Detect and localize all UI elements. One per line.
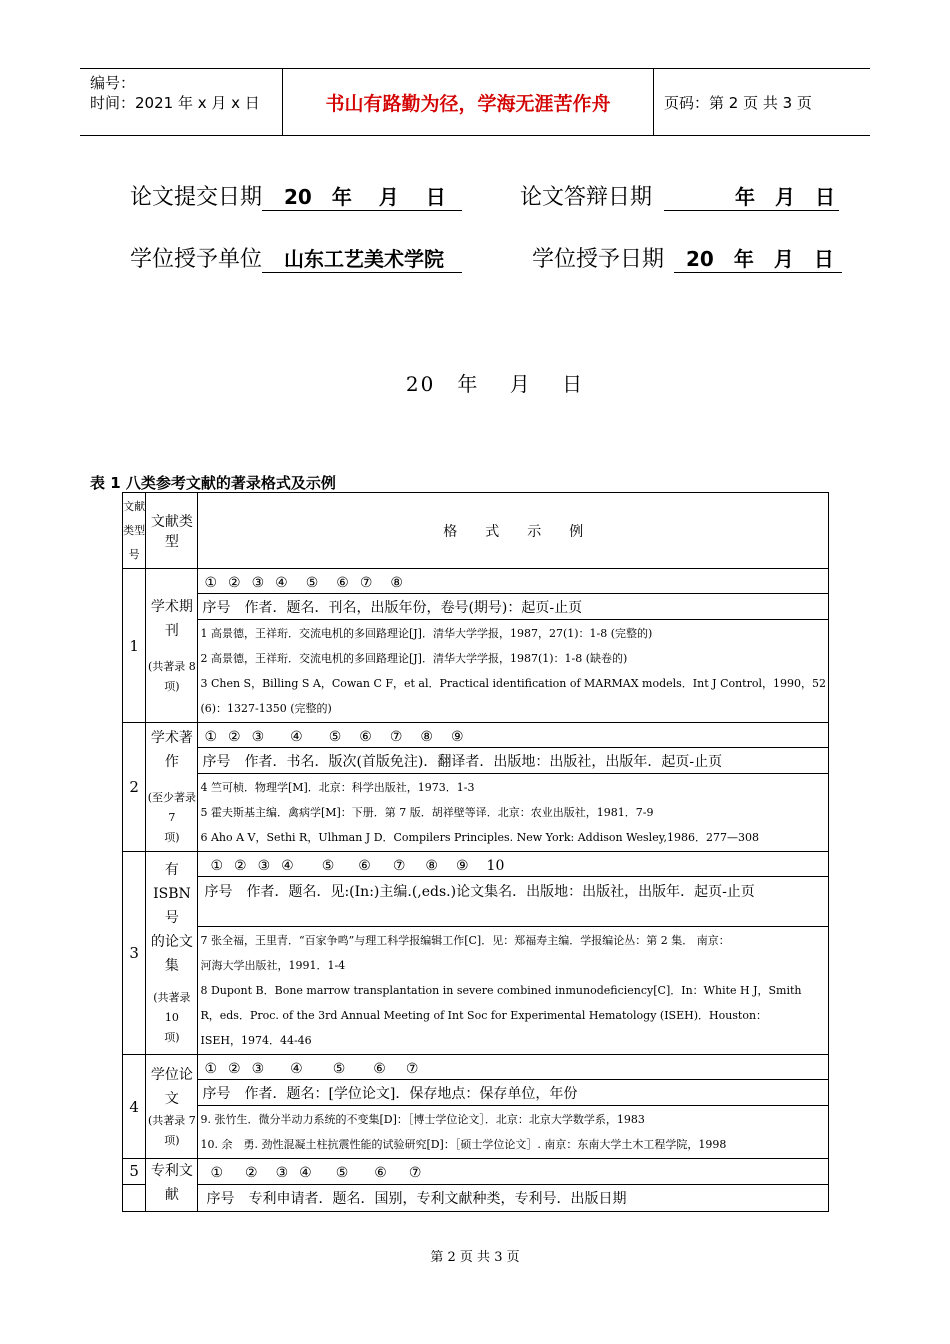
table-row — [123, 569, 829, 594]
row-number: 3 — [123, 852, 146, 1055]
examples: 1 高景德，王祥珩．交流电机的多回路理论[J]．清华大学学报，1987，27(1)：1-8 (完整的) 2 高景德，王祥珩．交流电机的多回路理论[J]．清华大学学报，1987(1)：1-8 (缺卷的) 3 Chen S，Billing S A，Cowan C F，et al．Practical identification of MARMAX models．Int J Control，1990，52 (6)：1327-1350 (完整的) — [198, 620, 829, 723]
table-caption: 表 1 八类参考文献的著录格式及示例 — [90, 474, 336, 492]
header-page-number: 页码：第 2 页 共 3 页 — [664, 93, 812, 112]
page-header — [80, 68, 870, 136]
grant-date-value: 20 年 月 日 — [674, 243, 842, 273]
defense-date-value: 年 月 日 — [664, 181, 839, 211]
table-row — [123, 723, 829, 748]
table-row — [123, 852, 829, 877]
defense-date-label: 论文答辩日期 — [520, 185, 653, 210]
format-template: 序号 作者．题名．见:(In:)主编.(,eds.)论文集名．出版地：出版社，出版年．起页-止页 — [198, 877, 829, 927]
table-row — [123, 1055, 829, 1080]
row-type: 学位论文 — [150, 1066, 193, 1107]
row-type: 学术著作 — [150, 730, 193, 770]
page-footer: 第 2 页 共 3 页 — [430, 1250, 520, 1265]
row-type-cell — [146, 1159, 198, 1212]
row-type-cell: 有 ISBN 号 的论文集 (共著录 10 项) — [146, 852, 198, 1055]
grant-unit-line — [130, 242, 462, 273]
row-type-cell: 学位论文 (共著录 7 项) — [146, 1055, 198, 1159]
grant-unit-label: 学位授予单位 — [130, 247, 263, 272]
header-slogan: 书山有路勤为径，学海无涯苦作舟 — [282, 69, 654, 135]
field-markers: ① ② ③ ④ ⑤ ⑥ ⑦ ⑧ — [198, 569, 829, 594]
center-date: 20 年 月 日 — [405, 372, 585, 396]
row-type: 学术期刊 — [150, 598, 193, 639]
row-number: 2 — [123, 723, 146, 852]
table-row — [123, 1159, 829, 1185]
header-type: 文献类型 — [146, 493, 198, 569]
grant-date-line — [532, 242, 842, 273]
examples: 4 竺可桢．物理学[M]．北京：科学出版社，1973．1-3 5 霍夫斯基主编．禽病学[M]：下册．第 7 版．胡祥壁等译．北京：农业出版社，1981．7-9 6 Aho A V，Sethi R，Ulhman J D．Compilers Principles. New York: Addison Wesley,1986．277—308 — [198, 774, 829, 852]
header-format-example: 格 式 示 例 — [198, 493, 829, 569]
header-meta — [80, 69, 282, 135]
submit-date-value: 20 年 月 日 — [262, 181, 462, 211]
submit-date-line — [130, 180, 462, 211]
field-markers: ① ② ③ ④ ⑤ ⑥ ⑦ ⑧ ⑨ 10 — [198, 852, 829, 877]
field-markers: ① ② ③ ④ ⑤ ⑥ ⑦ — [198, 1159, 829, 1185]
table-header-row — [123, 493, 829, 569]
row-number: 5 — [123, 1159, 146, 1185]
row-number: 1 — [123, 569, 146, 723]
header-time: 时间：2021 年 x 月 x 日 — [90, 94, 260, 112]
format-template: 序号 作者．题名．刊名，出版年份，卷号(期号)：起页-止页 — [198, 594, 829, 620]
grant-date-label: 学位授予日期 — [532, 247, 665, 272]
examples: 9. 张竹生．微分半动力系统的不变集[D]：［博士学位论文］．北京：北京大学数学系，1983 10. 余 勇. 劲性混凝土柱抗震性能的试验研究[D]：［硕士学位论文］. 南京：东南大学土木工程学院，1998 — [198, 1106, 829, 1159]
format-template: 序号 专利申请者．题名．国别，专利文献种类，专利号．出版日期 — [198, 1184, 829, 1211]
header-id: 编号： — [90, 74, 136, 92]
format-template: 序号 作者．题名：[学位论文]．保存地点：保存单位，年份 — [198, 1080, 829, 1106]
row-type-cell: 学术著作 (至少著录 7 项) — [146, 723, 198, 852]
reference-format-table — [122, 492, 829, 1212]
row-type: 专利文献 — [150, 1163, 193, 1203]
field-markers: ① ② ③ ④ ⑤ ⑥ ⑦ — [198, 1055, 829, 1080]
submit-date-label: 论文提交日期 — [130, 185, 263, 210]
row-number: 4 — [123, 1055, 146, 1159]
format-template: 序号 作者．书名．版次(首版免注)．翻译者．出版地：出版社，出版年．起页-止页 — [198, 748, 829, 774]
row-type-cell: 学术期刊 (共著录 8 项) — [146, 569, 198, 723]
examples: 7 张全福，王里青．“百家争鸣”与理工科学报编辑工作[C]．见：郑福寿主编．学报编论丛：第 2 集． 南京： 河海大学出版社，1991．1-4 8 Dupont B．Bone marrow transplantation in severe combined inmunodeficiency[C]．In：White H J，Smith R，eds．Proc. of the 3rd Annual Meeting of Int Soc for Experimental Hematology (ISEH)．Houston： ISEH，1974．44-46 — [198, 927, 829, 1055]
defense-date-line — [520, 180, 839, 211]
field-markers: ① ② ③ ④ ⑤ ⑥ ⑦ ⑧ ⑨ — [198, 723, 829, 748]
grant-unit-value: 山东工艺美术学院 — [262, 243, 462, 273]
header-type-number: 文献 类型 号 — [123, 493, 146, 569]
